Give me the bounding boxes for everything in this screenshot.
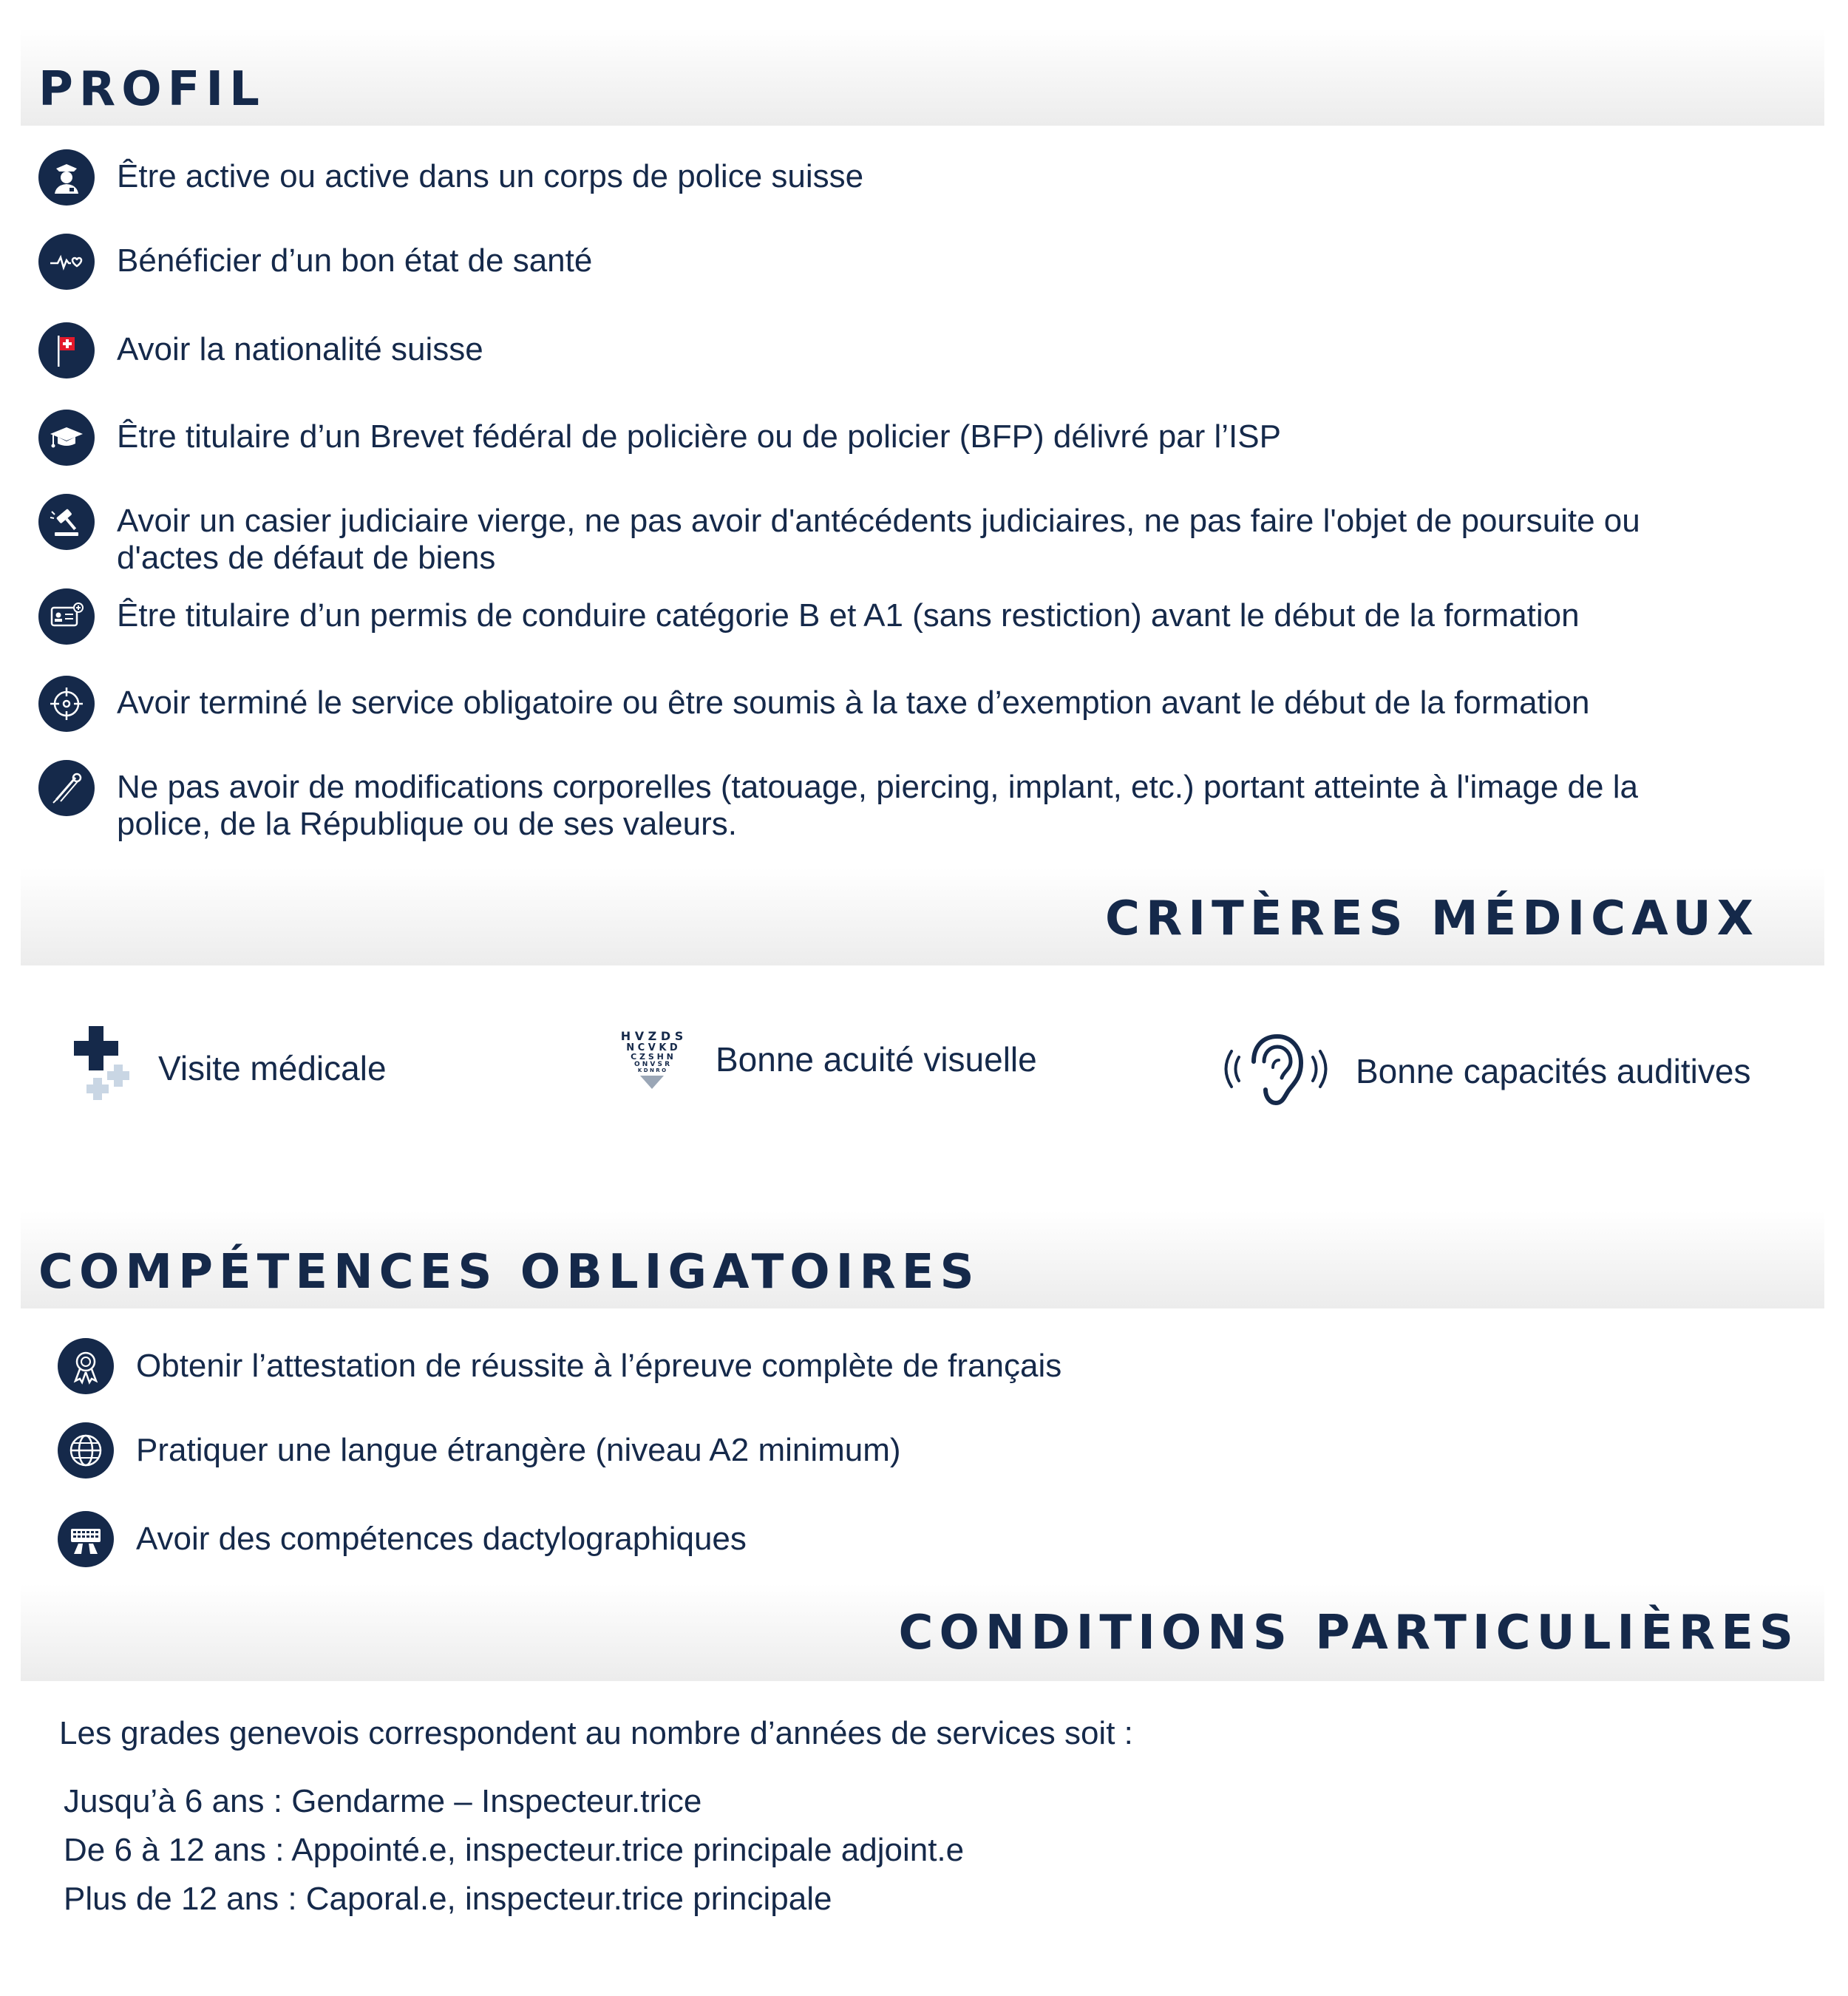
section-title-profil: PROFIL: [38, 62, 265, 117]
profil-item: [38, 149, 1721, 206]
section-title-criteres-medicaux: CRITÈRES MÉDICAUX: [1105, 892, 1759, 946]
competence-text: Obtenir l’attestation de réussite à l’épreuve complète de français: [136, 1348, 1062, 1384]
criteria-label: Bonne capacités auditives: [1356, 1051, 1751, 1090]
ear-icon: [1221, 1025, 1336, 1117]
conditions-line: De 6 à 12 ans : Appointé.e, inspecteur.trice principale adjoint.e: [64, 1832, 965, 1868]
competence-item: [58, 1422, 901, 1479]
profil-item-text: Ne pas avoir de modifications corporelles (tatouage, piercing, implant, etc.) portant atteinte à l'image de la police, de la République ou de ses valeurs.: [117, 769, 1638, 842]
eye-chart-row: O N V S R: [633, 1060, 670, 1068]
profil-item-text: Être active ou active dans un corps de police suisse: [117, 158, 864, 194]
profil-item: [38, 494, 1721, 577]
eye-chart-row: C Z S H N: [631, 1052, 673, 1062]
graduation-cap-icon: [38, 410, 95, 466]
swiss-flag-icon: [38, 322, 95, 379]
profil-item: [38, 676, 1721, 732]
eye-chart-row: N C V K D: [626, 1042, 678, 1053]
criteria-acuite-visuelle: [608, 1031, 1037, 1089]
profil-item-text: Avoir terminé le service obligatoire ou être soumis à la taxe d’exemption avant le début de la formation: [117, 685, 1590, 721]
profil-item-text: Être titulaire d’un Brevet fédéral de policière ou de policier (BFP) délivré par l’ISP: [117, 418, 1281, 455]
award-ribbon-icon: [58, 1338, 114, 1394]
criteria-visite-medicale: [71, 1026, 387, 1110]
globe-icon: [58, 1422, 114, 1479]
profil-header-band: [21, 28, 1824, 126]
competence-text: Avoir des compétences dactylographiques: [136, 1521, 747, 1557]
criteria-label: Visite médicale: [158, 1048, 387, 1087]
profil-item-text: Avoir la nationalité suisse: [117, 331, 483, 367]
heartbeat-icon: [38, 234, 95, 290]
conditions-line: Plus de 12 ans : Caporal.e, inspecteur.trice principale: [64, 1881, 832, 1917]
profil-item: [38, 760, 1721, 843]
competence-item: [58, 1511, 747, 1567]
crosshair-icon: [38, 676, 95, 732]
driving-license-icon: [38, 588, 95, 645]
eye-chart-row: K D N R O: [637, 1067, 667, 1074]
profil-item: [38, 588, 1721, 645]
eye-chart-row: H V Z D S: [620, 1029, 684, 1043]
tattoo-machine-icon: [38, 760, 95, 816]
conditions-intro: Les grades genevois correspondent au nombre d’années de services soit :: [59, 1715, 1133, 1751]
competence-text: Pratiquer une langue étrangère (niveau A2 minimum): [136, 1432, 901, 1468]
criteria-label: Bonne acuité visuelle: [716, 1040, 1037, 1079]
police-officer-icon: [38, 149, 95, 206]
section-title-conditions: CONDITIONS PARTICULIÈRES: [898, 1606, 1799, 1660]
conditions-line: Jusqu’à 6 ans : Gendarme – Inspecteur.trice: [64, 1783, 702, 1819]
eye-chart-icon: [608, 1031, 696, 1089]
section-title-competences: COMPÉTENCES OBLIGATOIRES: [38, 1245, 980, 1300]
profil-item: [38, 410, 1721, 466]
profil-item-text: Être titulaire d’un permis de conduire catégorie B et A1 (sans restiction) avant le début de la formation: [117, 597, 1580, 634]
medical-cross-icon: [71, 1026, 139, 1110]
profil-item-text: Avoir un casier judiciaire vierge, ne pas avoir d'antécédents judiciaires, ne pas faire l'objet de poursuite ou d'actes de défaut de biens: [117, 503, 1640, 576]
profil-item-text: Bénéficier d’un bon état de santé: [117, 242, 593, 279]
keyboard-typing-icon: [58, 1511, 114, 1567]
gavel-icon: [38, 494, 95, 550]
profil-item: [38, 234, 1721, 290]
competence-item: [58, 1338, 1061, 1394]
profil-item: [38, 322, 1721, 379]
criteria-capacites-auditives: [1221, 1025, 1750, 1117]
